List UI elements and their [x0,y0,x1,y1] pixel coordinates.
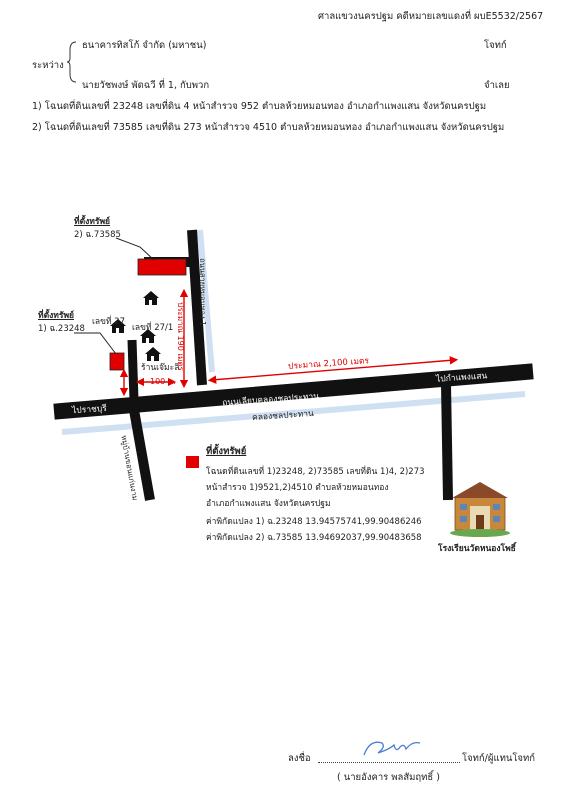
school-label: โรงเรียนวัดหนองโพธิ์ [438,544,516,554]
legend-line-2: หน้าสำรวจ 1)9521,2)4510 ตำบลห้วยหมอนทอง [206,483,389,493]
legend-title: ที่ตั้งทรัพย์ [206,446,247,457]
spur-road-1 [132,340,134,400]
defendant-role: จำเลย [484,80,510,91]
legend-coord-1: ค่าพิกัดแปลง 1) ฉ.23248 13.94575741,99.90486246 [206,517,422,527]
sign-label: ลงชื่อ [288,753,311,764]
deed-line-1: 1) โฉนดที่ดินเลขที่ 23248 เลขที่ดิน 4 หน้าสำรวจ 952 ตำบลห้วยหมอนทอง อำเภอกำแพงแสน จังหวัดนครปฐม [32,101,487,112]
property-2-title: ที่ตั้งทรัพย์ [74,217,111,227]
side-road-label: ถนนสายหมอนทอง 1 [197,258,207,326]
property-2-marker [138,259,186,275]
legend-line-3: อำเภอกำแพงแสน จังหวัดนครปฐม [206,499,331,509]
distance-2100m: ประมาณ 2,100 เมตร [287,356,370,372]
signature-mark [360,733,430,761]
canal-label: คลองชลประทาน [251,408,315,424]
plaintiff-role: โจทก์ [484,40,507,51]
village-road-label: หมู่บ้านขอนแก่นงาม [119,434,140,502]
to-kamphaeng-saen-label: ไปกำแพงแสน [435,371,488,385]
property-1-title: ที่ตั้งทรัพย์ [38,311,75,321]
main-road-label: ถนนเลียบคลองชลประทาน [221,391,320,409]
sign-role: โจทก์/ผู้แทนโจทก์ [462,753,536,764]
house-icon [145,347,161,361]
to-ratchaburi-label: ไปราชบุรี [71,403,108,417]
house-27-1-label: เลขที่ 27/1 [132,323,174,333]
distance-100m: 100 ม. [150,377,176,386]
school-icon [450,482,510,537]
court-case-header: ศาลแขวงนครปฐม คดีหมายเลขแดงที่ ผบE5532/2567 [318,11,544,22]
legend-coord-2: ค่าพิกัดแปลง 2) ฉ.73585 13.94692037,99.90483658 [206,533,422,543]
house-27-label: เลขที่ 27 [92,317,126,327]
legend-marker [186,456,199,468]
school-road [446,384,448,500]
property-1-pointer [74,333,116,354]
between-label: ระหว่าง [32,60,64,71]
house-icon [143,291,159,305]
legend-line-1: โฉนดที่ดินเลขที่ 1)23248, 2)73585 เลขที่ดิน 1)4, 2)273 [206,467,425,477]
shop-label: ร้านเจ๊มะลิ [141,363,180,373]
signature-line [318,762,460,763]
signer-name: ( นายอังคาร พลสัมฤทธิ์ ) [337,772,440,783]
property-1-marker [110,353,124,370]
property-2-deed: 2) ฉ.73585 [74,230,121,240]
deed-line-2: 2) โฉนดที่ดินเลขที่ 73585 เลขที่ดิน 273 หน้าสำรวจ 4510 ตำบลห้วยหมอนทอง อำเภอกำแพงแสน จังหวัดนครปฐม [32,122,505,133]
property-2-pointer [116,238,154,260]
distance-190m: ประมาณ 190 เมตร [175,302,185,371]
property-1-deed: 1) ฉ.23248 [38,324,85,334]
defendant-name: นายวัชพงษ์ พัดฉวี ที่ 1, กับพวก [82,80,210,91]
plaintiff-name: ธนาคารทิสโก้ จำกัด (มหาชน) [82,40,207,51]
